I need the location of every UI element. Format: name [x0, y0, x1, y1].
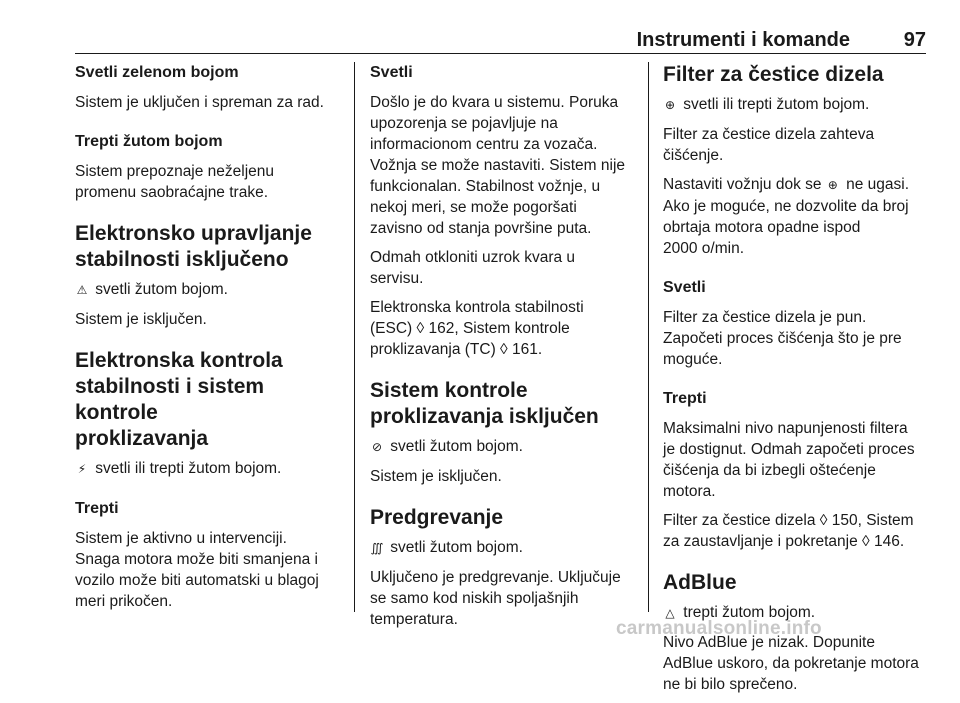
column-divider — [648, 62, 649, 612]
section-heading: Svetli zelenom bojom — [75, 64, 239, 81]
paragraph: Nivo AdBlue je nizak. Dopunite AdBlue uskoro, da pokretanje motora ne bi bilo sprečeno. — [663, 634, 919, 693]
section-heading: Trepti — [75, 500, 119, 517]
adblue-icon: △ — [665, 606, 675, 620]
paragraph: Elektronska kontrola stabilnosti (ESC) ◊ 162, Sistem kontrole proklizavanja (TC) ◊ 161. — [370, 299, 584, 358]
column-2 — [370, 62, 640, 638]
indicator-line — [75, 279, 345, 301]
paragraph: Odmah otkloniti uzrok kvara u servisu. — [370, 249, 576, 287]
paragraph: Sistem prepoznaje neželjenu promenu saobraćajne trake. — [75, 163, 275, 201]
paragraph-text: ne ugasi. Ako je moguće, ne dozvolite da broj obrtaja motora opadne ispod 2000 o/min. — [663, 176, 910, 257]
indicator-line — [370, 537, 640, 559]
section-title: Filter za čestice dizela — [663, 63, 884, 86]
paragraph — [663, 174, 931, 259]
paragraph: Sistem je isključen. — [370, 468, 502, 485]
paragraph: Filter za čestice dizela zahteva čišćenje. — [663, 126, 875, 164]
paragraph: Filter za čestice dizela ◊ 150, Sistem za zaustavljanje i pokretanje ◊ 146. — [663, 512, 914, 550]
section-title: AdBlue — [663, 571, 737, 594]
paragraph: Maksimalni nivo napunjenosti filtera je dostignut. Odmah započeti proces čišćenja da bi izbegli oštećenje motora. — [663, 420, 915, 500]
indicator-line — [663, 94, 931, 116]
indicator-line — [370, 436, 640, 458]
section-title: Elektronska kontrola stabilnosti i sistem kontrole proklizavanja — [75, 349, 283, 450]
indicator-text: svetli ili trepti žutom bojom. — [91, 460, 282, 477]
paragraph: Filter za čestice dizela je pun. Započeti proces čišćenja što je pre moguće. — [663, 309, 902, 368]
indicator-text: svetli žutom bojom. — [386, 438, 523, 455]
watermark: carmanualsonline.info — [616, 618, 822, 639]
indicator-text: svetli žutom bojom. — [386, 539, 523, 556]
indicator-text: svetli žutom bojom. — [91, 281, 228, 298]
header-title: Instrumenti i komande — [636, 29, 850, 51]
paragraph: Uključeno je predgrevanje. Uključuje se samo kod niskih spoljašnjih temperatura. — [370, 569, 621, 628]
indicator-text: trepti žutom bojom. — [679, 604, 816, 621]
indicator-line — [75, 458, 345, 480]
dpf-icon: ⊕ — [664, 98, 676, 112]
section-title: Elektronsko upravljanje stabilnosti isključeno — [75, 222, 312, 271]
tc-off-icon: ⊘ — [371, 440, 383, 454]
section-heading: Svetli — [663, 279, 706, 296]
indicator-text: svetli ili trepti žutom bojom. — [679, 96, 870, 113]
header-rule — [75, 53, 926, 54]
page-number: 97 — [903, 29, 926, 51]
column-divider — [354, 62, 355, 612]
section-heading: Trepti žutom bojom — [75, 133, 223, 150]
preheat-icon: ∭ — [370, 541, 384, 555]
paragraph: Sistem je aktivno u intervenciji. Snaga motora može biti smanjena i vozilo može biti automatski u blagoj meri prikočen. — [75, 530, 319, 610]
paragraph-text: Nastaviti vožnju dok se — [663, 176, 826, 193]
paragraph: Došlo je do kvara u sistemu. Poruka upozorenja se pojavljuje na informacionom centru za vozača. Vožnja se može nastaviti. Sistem nije funkcionalan. Stabilnost vožnje, u nekoj meri, se može pogoršati zavisno od stanja površine puta. — [370, 94, 626, 237]
section-heading: Svetli — [370, 64, 413, 81]
section-title: Sistem kontrole proklizavanja isključen — [370, 379, 599, 428]
esc-tc-icon: ⚡ — [77, 462, 87, 476]
paragraph: Sistem je uključen i spreman za rad. — [75, 94, 324, 111]
column-3 — [663, 62, 931, 703]
section-title: Predgrevanje — [370, 506, 504, 529]
dpf-icon: ⊕ — [827, 178, 838, 192]
section-heading: Trepti — [663, 390, 707, 407]
esc-off-icon: ⚠ — [76, 283, 88, 297]
paragraph: Sistem je isključen. — [75, 311, 207, 328]
column-1 — [75, 62, 345, 620]
